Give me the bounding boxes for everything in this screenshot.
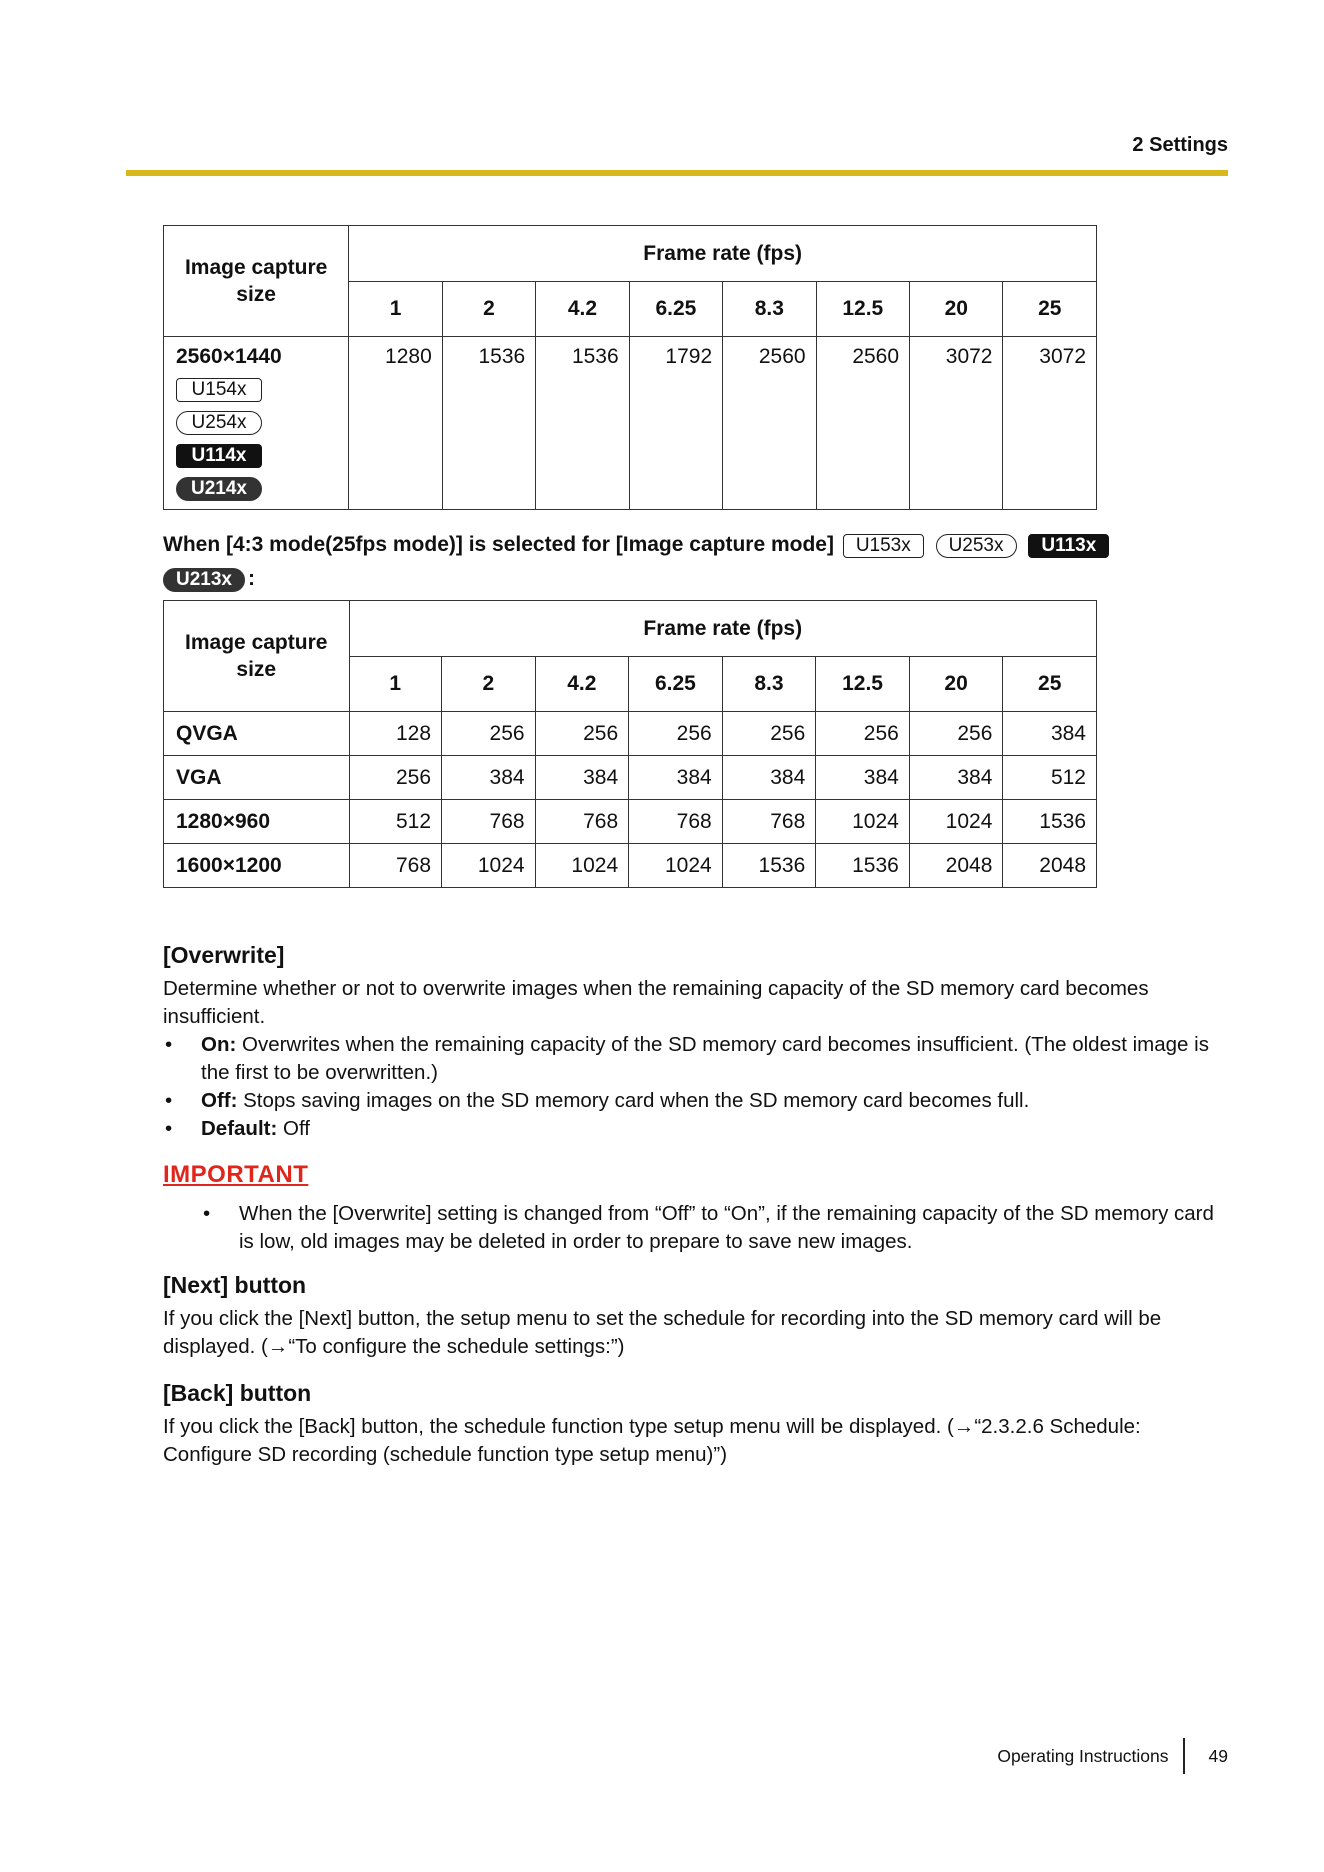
fps-column-header: 25 xyxy=(1003,657,1097,712)
list-item xyxy=(163,1115,1228,1143)
value-cell: 2560 xyxy=(723,337,816,510)
size-cell xyxy=(164,337,349,510)
value-cell: 2048 xyxy=(1003,844,1097,888)
fps-column-header: 12.5 xyxy=(816,657,910,712)
important-notes xyxy=(163,1200,1228,1256)
list-item: • When the [Overwrite] setting is changed from “Off” to “On”, if the remaining capacity of the SD memory card is low, old images may be deleted in order to prepare to save new images. xyxy=(163,1200,1228,1256)
value-cell: 2560 xyxy=(816,337,909,510)
mode-note-suffix: : xyxy=(248,567,255,590)
fps-column-header: 1 xyxy=(349,282,442,337)
value-cell: 384 xyxy=(1003,712,1097,756)
value-cell: 384 xyxy=(816,756,910,800)
value-cell: 384 xyxy=(629,756,723,800)
value-cell: 1536 xyxy=(816,844,910,888)
size-label: 1600×1200 xyxy=(164,844,350,888)
model-badge: U253x xyxy=(936,534,1017,558)
option-text: Overwrites when the remaining capacity of the SD memory card becomes insufficient. (The oldest image is the first to be overwritten.) xyxy=(201,1033,1209,1084)
value-cell: 512 xyxy=(1003,756,1097,800)
page-footer xyxy=(997,1738,1228,1774)
framerate-header: Frame rate (fps) xyxy=(349,226,1097,282)
overwrite-description: Determine whether or not to overwrite images when the remaining capacity of the SD memory card becomes insufficient. xyxy=(163,977,1149,1028)
next-button-title: [Next] button xyxy=(163,1272,307,1298)
list-item xyxy=(163,1031,1228,1087)
value-cell: 1024 xyxy=(442,844,536,888)
back-button-text: If you click the [Back] button, the schedule function type setup menu will be displayed. (→“2.3.2.6 Schedule: Configure SD recording (schedule function type setup menu)”) xyxy=(163,1415,1141,1466)
value-cell: 1536 xyxy=(536,337,629,510)
fps-column-header: 4.2 xyxy=(535,657,629,712)
section-title: 2 Settings xyxy=(1132,134,1228,156)
mode-note xyxy=(163,528,1163,596)
value-cell: 1024 xyxy=(629,844,723,888)
framerate-table-4-3 xyxy=(163,600,1097,888)
page-number: 49 xyxy=(1208,1745,1228,1766)
table-row xyxy=(164,712,1097,756)
size-label: QVGA xyxy=(164,712,350,756)
fps-column-header: 8.3 xyxy=(722,657,816,712)
model-badge: U153x xyxy=(843,534,924,558)
mode-note-text: When [4:3 mode(25fps mode)] is selected for [Image capture mode] xyxy=(163,533,834,556)
footer-divider xyxy=(1183,1738,1185,1774)
fps-column-header: 25 xyxy=(1003,282,1097,337)
fps-column-header: 2 xyxy=(442,657,536,712)
value-cell: 1024 xyxy=(816,800,910,844)
fps-column-header: 4.2 xyxy=(536,282,629,337)
fps-column-header: 6.25 xyxy=(629,657,723,712)
option-text: Stops saving images on the SD memory card when the SD memory card becomes full. xyxy=(237,1089,1030,1112)
table-row xyxy=(164,756,1097,800)
framerate-header: Frame rate (fps) xyxy=(349,601,1097,657)
value-cell: 256 xyxy=(349,756,442,800)
value-cell: 1024 xyxy=(535,844,629,888)
doc-name: Operating Instructions xyxy=(997,1745,1169,1766)
value-cell: 768 xyxy=(535,800,629,844)
fps-column-header: 12.5 xyxy=(816,282,909,337)
option-term: On: xyxy=(201,1033,237,1056)
model-badge: U254x xyxy=(176,411,262,435)
size-header: Image capture size xyxy=(164,601,350,712)
value-cell: 256 xyxy=(442,712,536,756)
value-cell: 768 xyxy=(629,800,723,844)
table-row xyxy=(164,800,1097,844)
option-term: Default: xyxy=(201,1117,278,1140)
framerate-table-16-9 xyxy=(163,225,1097,510)
fps-column-header: 8.3 xyxy=(723,282,816,337)
value-cell: 1792 xyxy=(629,337,722,510)
model-badge: U213x xyxy=(163,568,245,592)
size-label: 1280×960 xyxy=(164,800,350,844)
value-cell: 128 xyxy=(349,712,442,756)
table-row xyxy=(164,337,1097,510)
fps-column-header: 1 xyxy=(349,657,442,712)
value-cell: 1280 xyxy=(349,337,442,510)
size-label: VGA xyxy=(164,756,350,800)
value-cell: 384 xyxy=(909,756,1003,800)
fps-column-header: 2 xyxy=(442,282,535,337)
value-cell: 384 xyxy=(535,756,629,800)
overwrite-options xyxy=(163,1031,1228,1143)
table-row xyxy=(164,844,1097,888)
header-rule xyxy=(126,170,1228,176)
value-cell: 2048 xyxy=(909,844,1003,888)
next-button-text: If you click the [Next] button, the setup menu to set the schedule for recording into the SD memory card will be displayed. (→“To configure the schedule settings:”) xyxy=(163,1307,1162,1358)
overwrite-title: [Overwrite] xyxy=(163,942,285,968)
value-cell: 1536 xyxy=(442,337,535,510)
value-cell: 256 xyxy=(629,712,723,756)
value-cell: 512 xyxy=(349,800,442,844)
back-button-title: [Back] button xyxy=(163,1380,312,1406)
fps-column-header: 20 xyxy=(910,282,1003,337)
model-badge: U113x xyxy=(1028,534,1109,558)
size-header: Image capture size xyxy=(164,226,349,337)
value-cell: 384 xyxy=(722,756,816,800)
option-term: Off: xyxy=(201,1089,238,1112)
value-cell: 256 xyxy=(816,712,910,756)
model-badge: U154x xyxy=(176,378,262,402)
value-cell: 256 xyxy=(535,712,629,756)
value-cell: 3072 xyxy=(1003,337,1097,510)
value-cell: 768 xyxy=(722,800,816,844)
list-item xyxy=(163,1087,1228,1115)
value-cell: 1024 xyxy=(909,800,1003,844)
overwrite-section xyxy=(163,941,1228,1143)
value-cell: 3072 xyxy=(910,337,1003,510)
model-badge: U214x xyxy=(176,477,262,501)
value-cell: 1536 xyxy=(722,844,816,888)
important-heading: IMPORTANT xyxy=(163,1161,309,1188)
size-label: 2560×1440 xyxy=(176,345,282,368)
value-cell: 768 xyxy=(349,844,442,888)
model-badges xyxy=(176,378,347,501)
model-badge: U114x xyxy=(176,444,262,468)
option-text: Off xyxy=(277,1117,310,1140)
fps-column-header: 20 xyxy=(909,657,1003,712)
value-cell: 256 xyxy=(722,712,816,756)
value-cell: 256 xyxy=(909,712,1003,756)
next-button-section xyxy=(163,1271,1228,1361)
fps-column-header: 6.25 xyxy=(629,282,722,337)
value-cell: 1536 xyxy=(1003,800,1097,844)
value-cell: 384 xyxy=(442,756,536,800)
back-button-section xyxy=(163,1379,1228,1469)
value-cell: 768 xyxy=(442,800,536,844)
